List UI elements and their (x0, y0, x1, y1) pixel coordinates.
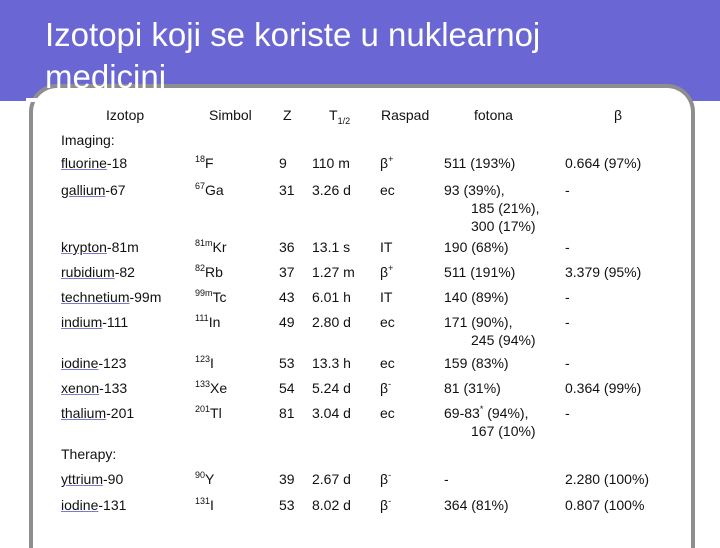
decay-type: IT (380, 289, 393, 305)
atomic-number: 39 (279, 471, 295, 487)
header-decay: Raspad (381, 107, 430, 123)
photon-energy (444, 404, 536, 440)
table-row (0, 288, 720, 308)
isotope-name (61, 496, 126, 514)
beta-energy: - (565, 355, 570, 371)
mass-number: 82 (195, 263, 206, 273)
decay-type: ec (380, 355, 395, 371)
decay-mode (380, 470, 391, 488)
table-row (0, 313, 720, 348)
beta-energy: 2.280 (100%) (565, 471, 650, 487)
half-life: 13.1 s (312, 239, 351, 255)
decay-type: β (380, 380, 389, 396)
decay-sign: + (388, 263, 394, 273)
atomic-number: 53 (279, 497, 295, 513)
isotope-name (61, 313, 128, 331)
isotope-mass-suffix: -90 (103, 471, 124, 487)
atomic-number: 49 (279, 314, 295, 330)
isotope-mass-suffix: -99m (129, 289, 162, 305)
isotope-mass-suffix: -18 (106, 155, 128, 171)
isotope-link[interactable]: fluorine (61, 155, 107, 171)
decay-mode (380, 404, 395, 422)
header-half-life-t: T (329, 107, 338, 123)
isotope-link[interactable]: iodine (61, 355, 99, 371)
photon-energy (444, 496, 509, 514)
photon-energy (444, 238, 509, 256)
header-half-life-sub: 1/2 (337, 115, 351, 126)
isotope-symbol (195, 496, 214, 514)
mass-number: 18 (195, 154, 206, 164)
isotope-mass-suffix: -123 (98, 355, 127, 371)
isotope-mass-suffix: -81m (106, 239, 139, 255)
mass-number: 111 (195, 313, 209, 323)
element-symbol: F (205, 155, 214, 171)
isotope-mass-suffix: -67 (105, 182, 126, 198)
header-photon: fotona (474, 107, 513, 123)
decay-type: ec (380, 314, 395, 330)
photon-line (444, 404, 536, 422)
isotope-symbol (195, 354, 214, 372)
header-symbol: Simbol (209, 107, 252, 123)
photon-energy (444, 379, 501, 397)
isotope-symbol (195, 379, 227, 397)
table-row (0, 470, 720, 490)
half-life: 13.3 h (312, 355, 351, 371)
atomic-number: 53 (279, 355, 295, 371)
header-half-life (329, 107, 350, 126)
isotope-name (61, 238, 139, 256)
atomic-number: 81 (279, 405, 295, 421)
decay-sign: + (388, 154, 394, 164)
half-life: 3.26 d (312, 182, 351, 198)
photon-line (444, 154, 515, 172)
element-symbol: Kr (212, 239, 227, 255)
decay-type: β (380, 264, 389, 280)
decay-mode (380, 181, 395, 199)
photon-energy (444, 313, 536, 349)
beta-energy: - (565, 182, 570, 198)
half-life: 3.04 d (312, 405, 351, 421)
isotope-link[interactable]: indium (61, 314, 103, 330)
isotope-link[interactable]: krypton (61, 239, 107, 255)
atomic-number: 36 (279, 239, 295, 255)
isotope-name (61, 354, 126, 372)
isotope-link[interactable]: iodine (61, 497, 99, 513)
half-life: 2.80 d (312, 314, 351, 330)
photon-line (444, 354, 509, 372)
mass-number: 123 (195, 354, 211, 364)
isotope-symbol (195, 404, 222, 422)
isotope-name (61, 263, 135, 281)
table-row (0, 263, 720, 283)
photon-value: 511 (193%) (444, 155, 516, 171)
photon-value: 69-83 (444, 405, 480, 421)
isotope-link[interactable]: rubidium (61, 264, 115, 280)
photon-line: 185 (21%), (471, 200, 540, 216)
decay-mode (380, 263, 393, 281)
photon-value: 140 (89%) (444, 289, 509, 305)
mass-number: 133 (195, 379, 211, 389)
atomic-number: 37 (279, 264, 295, 280)
table-row (0, 379, 720, 399)
photon-energy (444, 154, 515, 172)
beta-energy: 0.807 (100% (565, 497, 645, 513)
photon-value: 93 (39%), (444, 182, 505, 198)
decay-mode (380, 313, 395, 331)
isotope-mass-suffix: -82 (114, 264, 135, 280)
mass-number: 99m (195, 288, 213, 298)
slide-title: Izotopi koji se koriste u nuklearnoj medicini (45, 16, 541, 95)
mass-number: 67 (195, 181, 206, 191)
element-symbol: Tl (210, 405, 222, 421)
isotope-name (61, 404, 134, 422)
decay-sign: - (388, 496, 392, 506)
isotope-symbol (195, 238, 227, 256)
photon-line (444, 470, 449, 488)
mass-number: 90 (195, 470, 206, 480)
beta-energy: 0.664 (97%) (565, 155, 642, 171)
photon-line (444, 263, 515, 281)
photon-value: 511 (191%) (444, 264, 516, 280)
isotope-symbol (195, 181, 224, 199)
photon-energy (444, 470, 449, 488)
decay-type: β (380, 471, 389, 487)
isotope-link[interactable]: thalium (61, 405, 107, 421)
isotope-symbol (195, 263, 223, 281)
isotope-name (61, 470, 123, 488)
isotope-mass-suffix: -111 (102, 314, 129, 330)
atomic-number: 54 (279, 380, 295, 396)
photon-value: 81 (31%) (444, 380, 501, 396)
mass-number: 81m (195, 238, 213, 248)
title-underline (26, 98, 664, 102)
isotope-mass-suffix: -131 (98, 497, 127, 513)
decay-type: IT (380, 239, 393, 255)
table-row (0, 404, 720, 439)
half-life: 6.01 h (312, 289, 351, 305)
beta-energy: - (565, 289, 570, 305)
photon-value: 159 (83%) (444, 355, 509, 371)
photon-value: 171 (90%), (444, 314, 513, 330)
decay-mode (380, 379, 391, 397)
half-life: 5.24 d (312, 380, 351, 396)
photon-line (444, 496, 509, 514)
table-row (0, 238, 720, 258)
decay-mode (380, 496, 391, 514)
photon-energy (444, 354, 509, 372)
photon-footnote: * (479, 404, 484, 414)
photon-line: 167 (10%) (471, 423, 536, 439)
decay-mode (380, 288, 392, 306)
beta-energy: - (565, 314, 570, 330)
decay-sign: - (388, 470, 392, 480)
photon-line (444, 313, 536, 331)
decay-sign: - (388, 379, 392, 389)
table-row (0, 354, 720, 374)
photon-energy (444, 263, 515, 281)
section-therapy-label: Therapy: (61, 446, 117, 462)
isotope-symbol (195, 313, 220, 331)
isotope-symbol (195, 288, 227, 306)
photon-energy (444, 181, 539, 235)
isotope-mass-suffix: -201 (106, 405, 135, 421)
element-symbol: Xe (210, 380, 228, 396)
decay-mode (380, 238, 392, 256)
beta-energy: - (565, 405, 570, 421)
isotope-name (61, 154, 127, 172)
half-life: 2.67 d (312, 471, 351, 487)
isotope-name (61, 181, 126, 199)
photon-value: 190 (68%) (444, 239, 509, 255)
half-life: 110 m (312, 155, 350, 171)
isotope-name (61, 379, 127, 397)
table-row (0, 154, 720, 174)
beta-energy: 3.379 (95%) (565, 264, 642, 280)
photon-line (444, 288, 509, 306)
element-symbol: I (210, 355, 214, 371)
section-imaging-label: Imaging: (61, 132, 115, 148)
beta-energy: 0.364 (99%) (565, 380, 642, 396)
element-symbol: I (210, 497, 214, 513)
table-row (0, 496, 720, 516)
isotope-link[interactable]: xenon (61, 380, 100, 396)
half-life: 1.27 m (312, 264, 355, 280)
mass-number: 131 (195, 496, 211, 506)
header-isotope: Izotop (106, 107, 145, 123)
photon-value: - (444, 471, 449, 487)
photon-line: 245 (94%) (471, 332, 536, 348)
decay-type: β (380, 497, 389, 513)
mass-number: 201 (195, 404, 211, 414)
decay-type: β (380, 155, 389, 171)
photon-line (444, 379, 501, 397)
atomic-number: 43 (279, 289, 295, 305)
photon-value: 364 (81%) (444, 497, 509, 513)
photon-energy (444, 288, 509, 306)
decay-type: ec (380, 182, 395, 198)
element-symbol: In (208, 314, 221, 330)
decay-type: ec (380, 405, 395, 421)
element-symbol: Ga (205, 182, 224, 198)
photon-line: 300 (17%) (471, 218, 536, 234)
element-symbol: Y (205, 471, 215, 487)
header-z: Z (283, 107, 292, 123)
isotope-symbol (195, 154, 214, 172)
atomic-number: 31 (279, 182, 295, 198)
photon-line (444, 181, 539, 199)
isotope-symbol (195, 470, 214, 488)
element-symbol: Rb (205, 264, 223, 280)
photon-value: (94%), (483, 405, 529, 421)
half-life: 8.02 d (312, 497, 351, 513)
header-beta: β (614, 107, 623, 123)
isotope-link[interactable]: technetium (61, 289, 130, 305)
decay-mode (380, 354, 395, 372)
isotope-link[interactable]: gallium (61, 182, 106, 198)
beta-energy: - (565, 239, 570, 255)
element-symbol: Tc (212, 289, 227, 305)
isotope-link[interactable]: yttrium (61, 471, 103, 487)
photon-line (444, 238, 509, 256)
isotope-mass-suffix: -133 (99, 380, 128, 396)
isotope-name (61, 288, 161, 306)
decay-mode (380, 154, 393, 172)
table-row (0, 181, 720, 234)
atomic-number: 9 (279, 155, 287, 171)
